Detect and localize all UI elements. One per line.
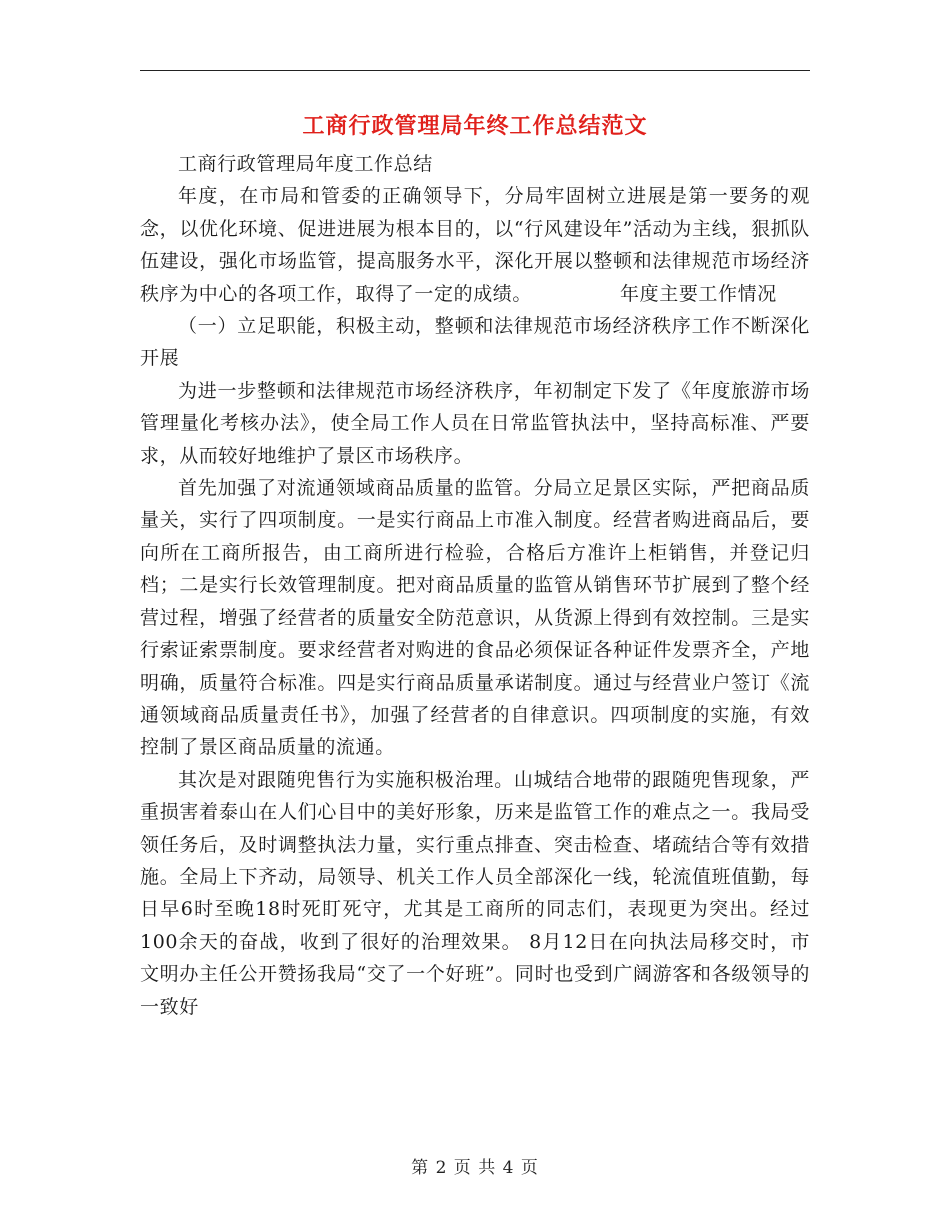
section-heading: 年度主要工作情况: [620, 282, 777, 305]
page-number: 第 2 页 共 4 页: [411, 1158, 539, 1178]
paragraph-intro: [140, 180, 810, 310]
paragraph-1: 为进一步整顿和法律规范市场经济秩序，年初制定下发了《年度旅游市场管理量化考核办法》，使全局工作人员在日常监管执法中，坚持高标准、严要求，从而较好地维护了景区市场秩序。: [140, 379, 810, 467]
intro-text: 年度，在市局和管委的正确领导下，分局牢固树立进展是第一要务的观念，以优化环境、促进进展为根本目的，以“行风建设年”活动为主线，狠抓队伍建设，强化市场监管，提高服务水平，深化开展以整顿和法律规范市场经济秩序为中心的各项工作，取得了一定的成绩。: [140, 185, 810, 305]
document-body: [140, 148, 810, 1023]
document-title: 工商行政管理局年终工作总结范文: [302, 113, 648, 139]
paragraph-2: 首先加强了对流通领域商品质量的监管。分局立足景区实际，严把商品质量关，实行了四项制度。一是实行商品上市准入制度。经营者购进商品后，要向所在工商所报告，由工商所进行检验，合格后方准许上柜销售，并登记归档；二是实行长效管理制度。把对商品质量的监管从销售环节扩展到了整个经营过程，增强了经营者的质量安全防范意识，从货源上得到有效控制。三是实行索证索票制度。要求经营者对购进的食品必须保证各种证件发票齐全，产地明确，质量符合标准。四是实行商品质量承诺制度。通过与经营业户签订《流通领域商品质量责任书》，加强了经营者的自律意识。四项制度的实施，有效控制了景区商品质量的流通。: [140, 477, 810, 759]
subsection-heading: （一）立足职能，积极主动，整顿和法律规范市场经济秩序工作不断深化开展: [140, 315, 810, 370]
paragraph-3: 其次是对跟随兜售行为实施积极治理。山城结合地带的跟随兜售现象，严重损害着泰山在人们心目中的美好形象，历来是监管工作的难点之一。我局受领任务后，及时调整执法力量，实行重点排查、突击检查、堵疏结合等有效措施。全局上下齐动，局领导、机关工作人员全部深化一线，轮流值班值勤，每日早6时至晚18时死盯死守，尤其是工商所的同志们，表现更为突出。经过100余天的奋战，收到了很好的治理效果。 8月12日在向执法局移交时，市文明办主任公开赞扬我局“交了一个好班”。同时也受到广阔游客和各级领导的一致好: [140, 768, 810, 1018]
document-subtitle: 工商行政管理局年度工作总结: [178, 153, 433, 175]
header-rule: [140, 70, 810, 71]
